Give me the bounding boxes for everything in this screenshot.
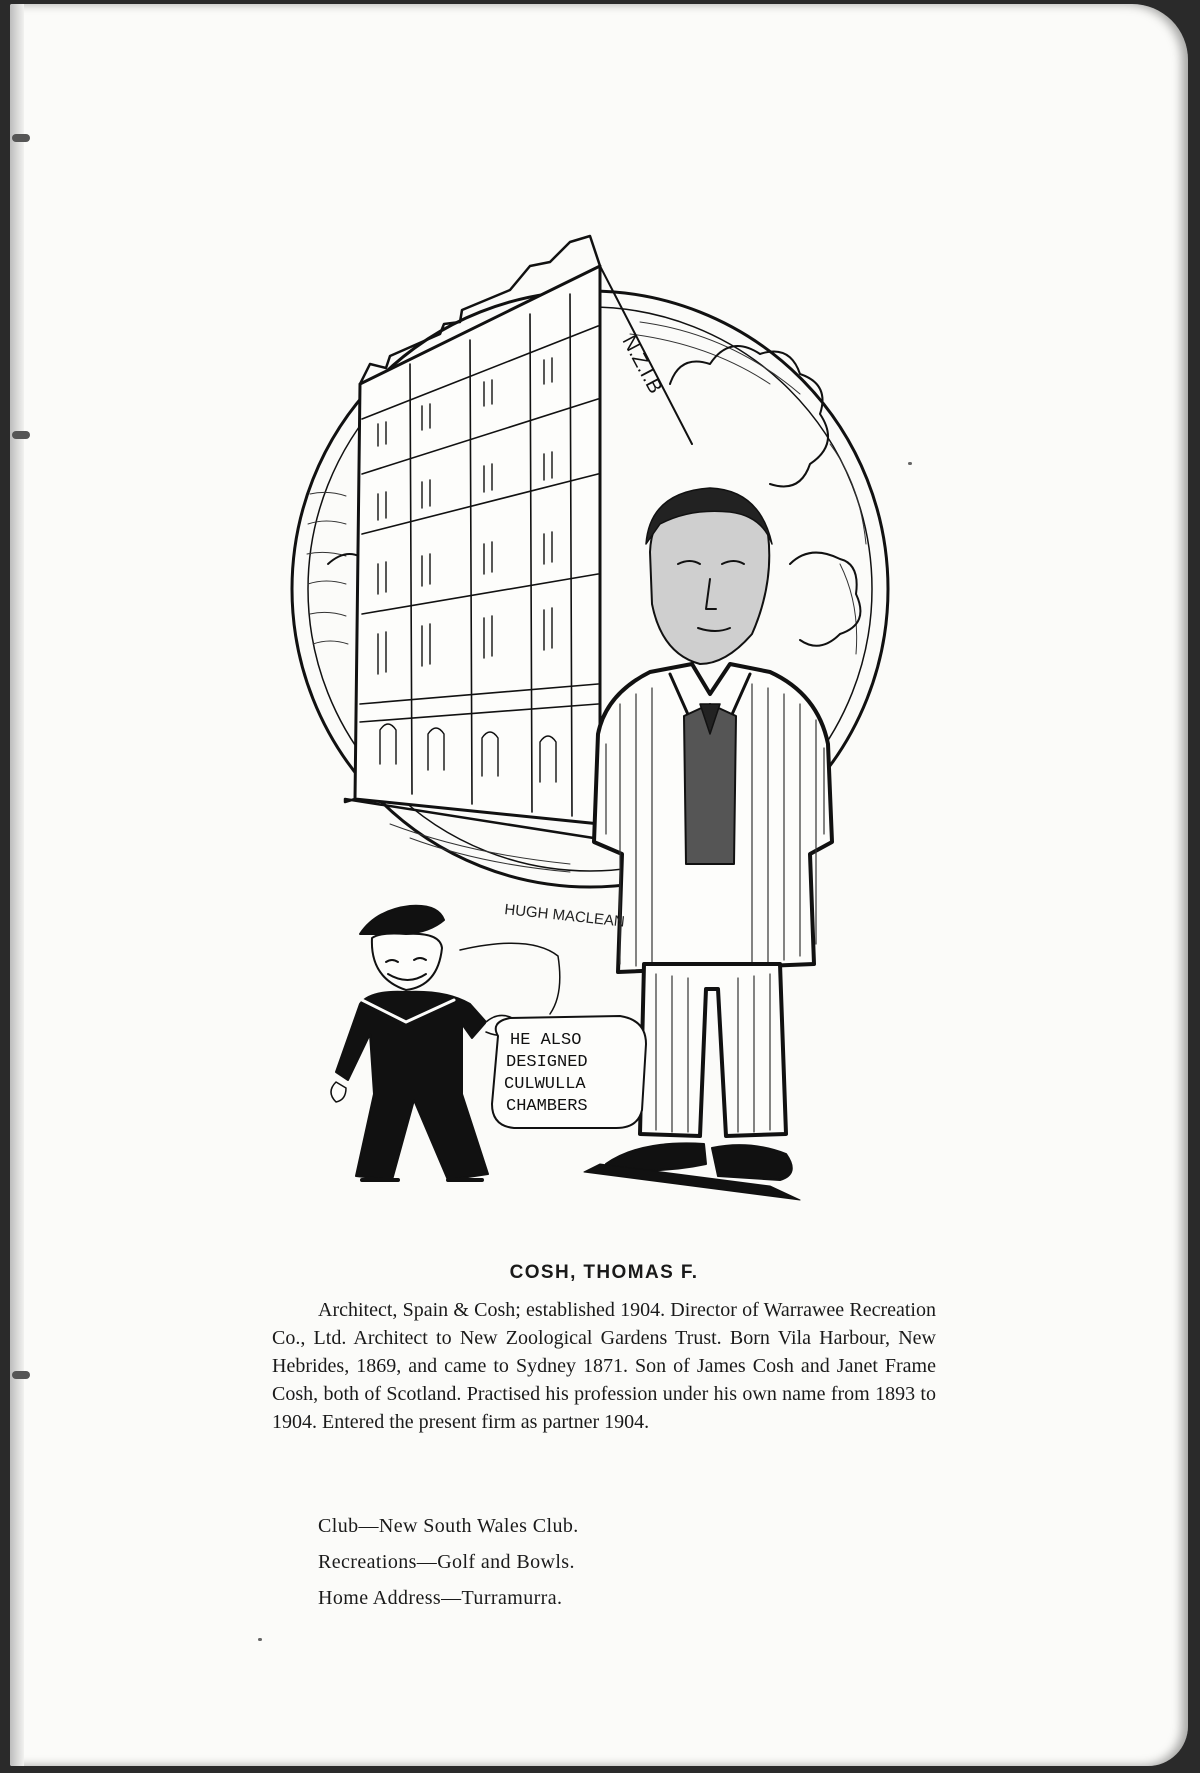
print-speck [908,462,912,465]
entry-biography: Architect, Spain & Cosh; established 1904. Director of Warrawee Recreation Co., Ltd. Architect to New Zoological Gardens Trust. Born Vila Harbour, New Hebrides, 1869, and came to Sydney 1871. Son of James Cosh and Janet Frame Cosh, both of Scotland. Practised his profession under his own name from 1893 to 1904. Entered the present firm as partner 1904. [272,1299,936,1433]
speech-line-3: CULWULLA [504,1075,586,1094]
club-line: Club—New South Wales Club. [318,1515,579,1537]
print-speck [258,1638,262,1641]
sailor-boy-figure [331,906,520,1180]
caricature-illustration [10,4,1188,1244]
artist-signature: HUGH MACLEAN [503,901,626,931]
home-address-line: Home Address—Turramurra. [318,1587,563,1609]
speech-line-1: HE ALSO [510,1031,582,1050]
recreations-line: Recreations—Golf and Bowls. [318,1551,575,1573]
entry-heading: COSH, THOMAS F. [509,1262,699,1283]
entry-facts [318,1508,579,1616]
building-sign-text: N.Z.I.B [617,332,667,398]
book-page [10,4,1188,1766]
binding-hole [12,1371,30,1379]
speech-line-4: CHAMBERS [506,1097,588,1116]
speech-line-2: DESIGNED [506,1053,588,1072]
